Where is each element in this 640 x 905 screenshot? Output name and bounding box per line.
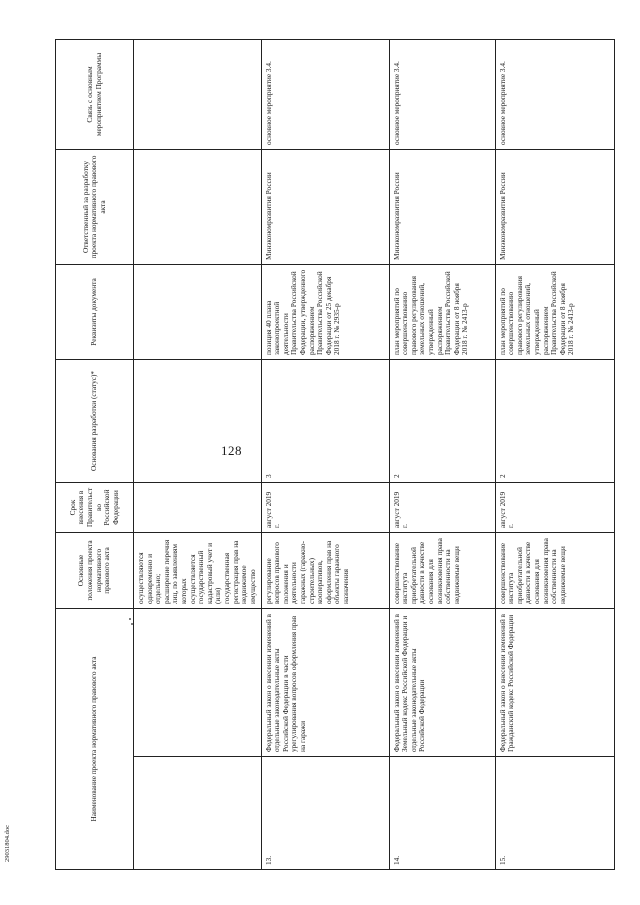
table-header-row: [56, 40, 134, 870]
cell-provisions: регулирование вопросов правового положения и деятельности гаражных (гаражно-строительных) кооперативов, оформления прав на объекты гаражного назначения: [261, 533, 389, 609]
document-code: [4, 824, 41, 869]
cell-status: 2: [389, 360, 495, 483]
cell-responsible: Минэкономразвития России: [261, 150, 389, 265]
cell-program-link: основное мероприятие 3.4.: [389, 40, 495, 150]
cell-responsible: Минэкономразвития России: [495, 150, 614, 265]
cell-requisites: план мероприятий по совершенствованию правового регулирования земельных отношений, утвержденный распоряжением Правительства Российской Федерации от 8 ноября 2018 г. № 2413-р: [389, 265, 495, 360]
cell-empty: [134, 265, 262, 360]
header-act-name: Наименование проекта нормативного правового акта: [56, 609, 134, 870]
cell-row-number: 14.: [389, 757, 495, 870]
cell-deadline: август 2019 г.: [389, 483, 495, 533]
table-row-continued: [134, 40, 262, 870]
cell-status: 3: [261, 360, 389, 483]
header-link: Связь с основным мероприятием Программы: [56, 40, 134, 150]
table-row: [389, 40, 495, 870]
header-provisions: Основные положения проекта нормативного правового акта: [56, 533, 134, 609]
cell-deadline: август 2019 г.: [261, 483, 389, 533]
cell-act-name: Федеральный закон о внесении изменений в отдельные законодательные акты Российской Федерации в части урегулирования вопросов оформления прав на гаражи: [261, 609, 389, 757]
header-requisites: Реквизиты документа: [56, 265, 134, 360]
cell-empty: [134, 757, 262, 870]
cell-empty: [134, 40, 262, 150]
cell-program-link: основное мероприятие 3.4.: [261, 40, 389, 150]
cell-row-number: 13.: [261, 757, 389, 870]
cell-requisites: план мероприятий по совершенствованию правового регулирования земельных отношений, утвержденный распоряжением Правительства Российской Федерации от 8 ноября 2018 г. № 2413-р: [495, 265, 614, 360]
cell-empty: [134, 483, 262, 533]
cell-provisions: совершенствование института приобретательной давности в качестве основания для возникновения права собственности на недвижимые вещи: [495, 533, 614, 609]
cell-row-number: 15.: [495, 757, 614, 870]
table-row: [261, 40, 389, 870]
cell-deadline: август 2019 г.: [495, 483, 614, 533]
cell-empty: [134, 150, 262, 265]
cell-status: 2: [495, 360, 614, 483]
table-row: [495, 40, 614, 870]
cell-requisites: позиция 40 плана законопроектной деятельности Правительства Российской Федерации, утвержденного распоряжением Правительства Российской Федерации от 25 декабря 2018 г. № 2935-р: [261, 265, 389, 360]
document-code-text: 29031804.doc: [4, 824, 11, 862]
legislation-plan-table: [55, 39, 615, 870]
cell-program-link: основное мероприятие 3.4.: [495, 40, 614, 150]
cell-empty: [134, 360, 262, 483]
cell-provisions: осуществляются одновременно и отдельно; расширение перечня лиц, по заявлениям которых осуществляется государственный кадастровый учет и (или) государственная регистрация прав на недвижимое имущество: [134, 533, 262, 609]
header-responsible: Ответственный за разработку проекта нормативного правового акта: [56, 150, 134, 265]
cell-act-name: Федеральный закон о внесении изменений в Гражданский кодекс Российской Федерации: [495, 609, 614, 757]
header-status: Основания разработки (статус)*: [56, 360, 134, 483]
header-deadline: Срок внесения в Правительство Российской Федерации: [56, 483, 134, 533]
cell-responsible: Минэкономразвития России: [389, 150, 495, 265]
cell-provisions: совершенствование института приобретательной давности в качестве основания для возникновения права собственности на недвижимые вещи: [389, 533, 495, 609]
page-number: 128: [221, 443, 242, 458]
cell-empty: [134, 609, 262, 757]
rotated-page: [55, 40, 615, 870]
cell-act-name: Федеральный закон о внесении изменений в Земельный кодекс Российской Федерации и отдельные законодательные акты Российской Федерации: [389, 609, 495, 757]
